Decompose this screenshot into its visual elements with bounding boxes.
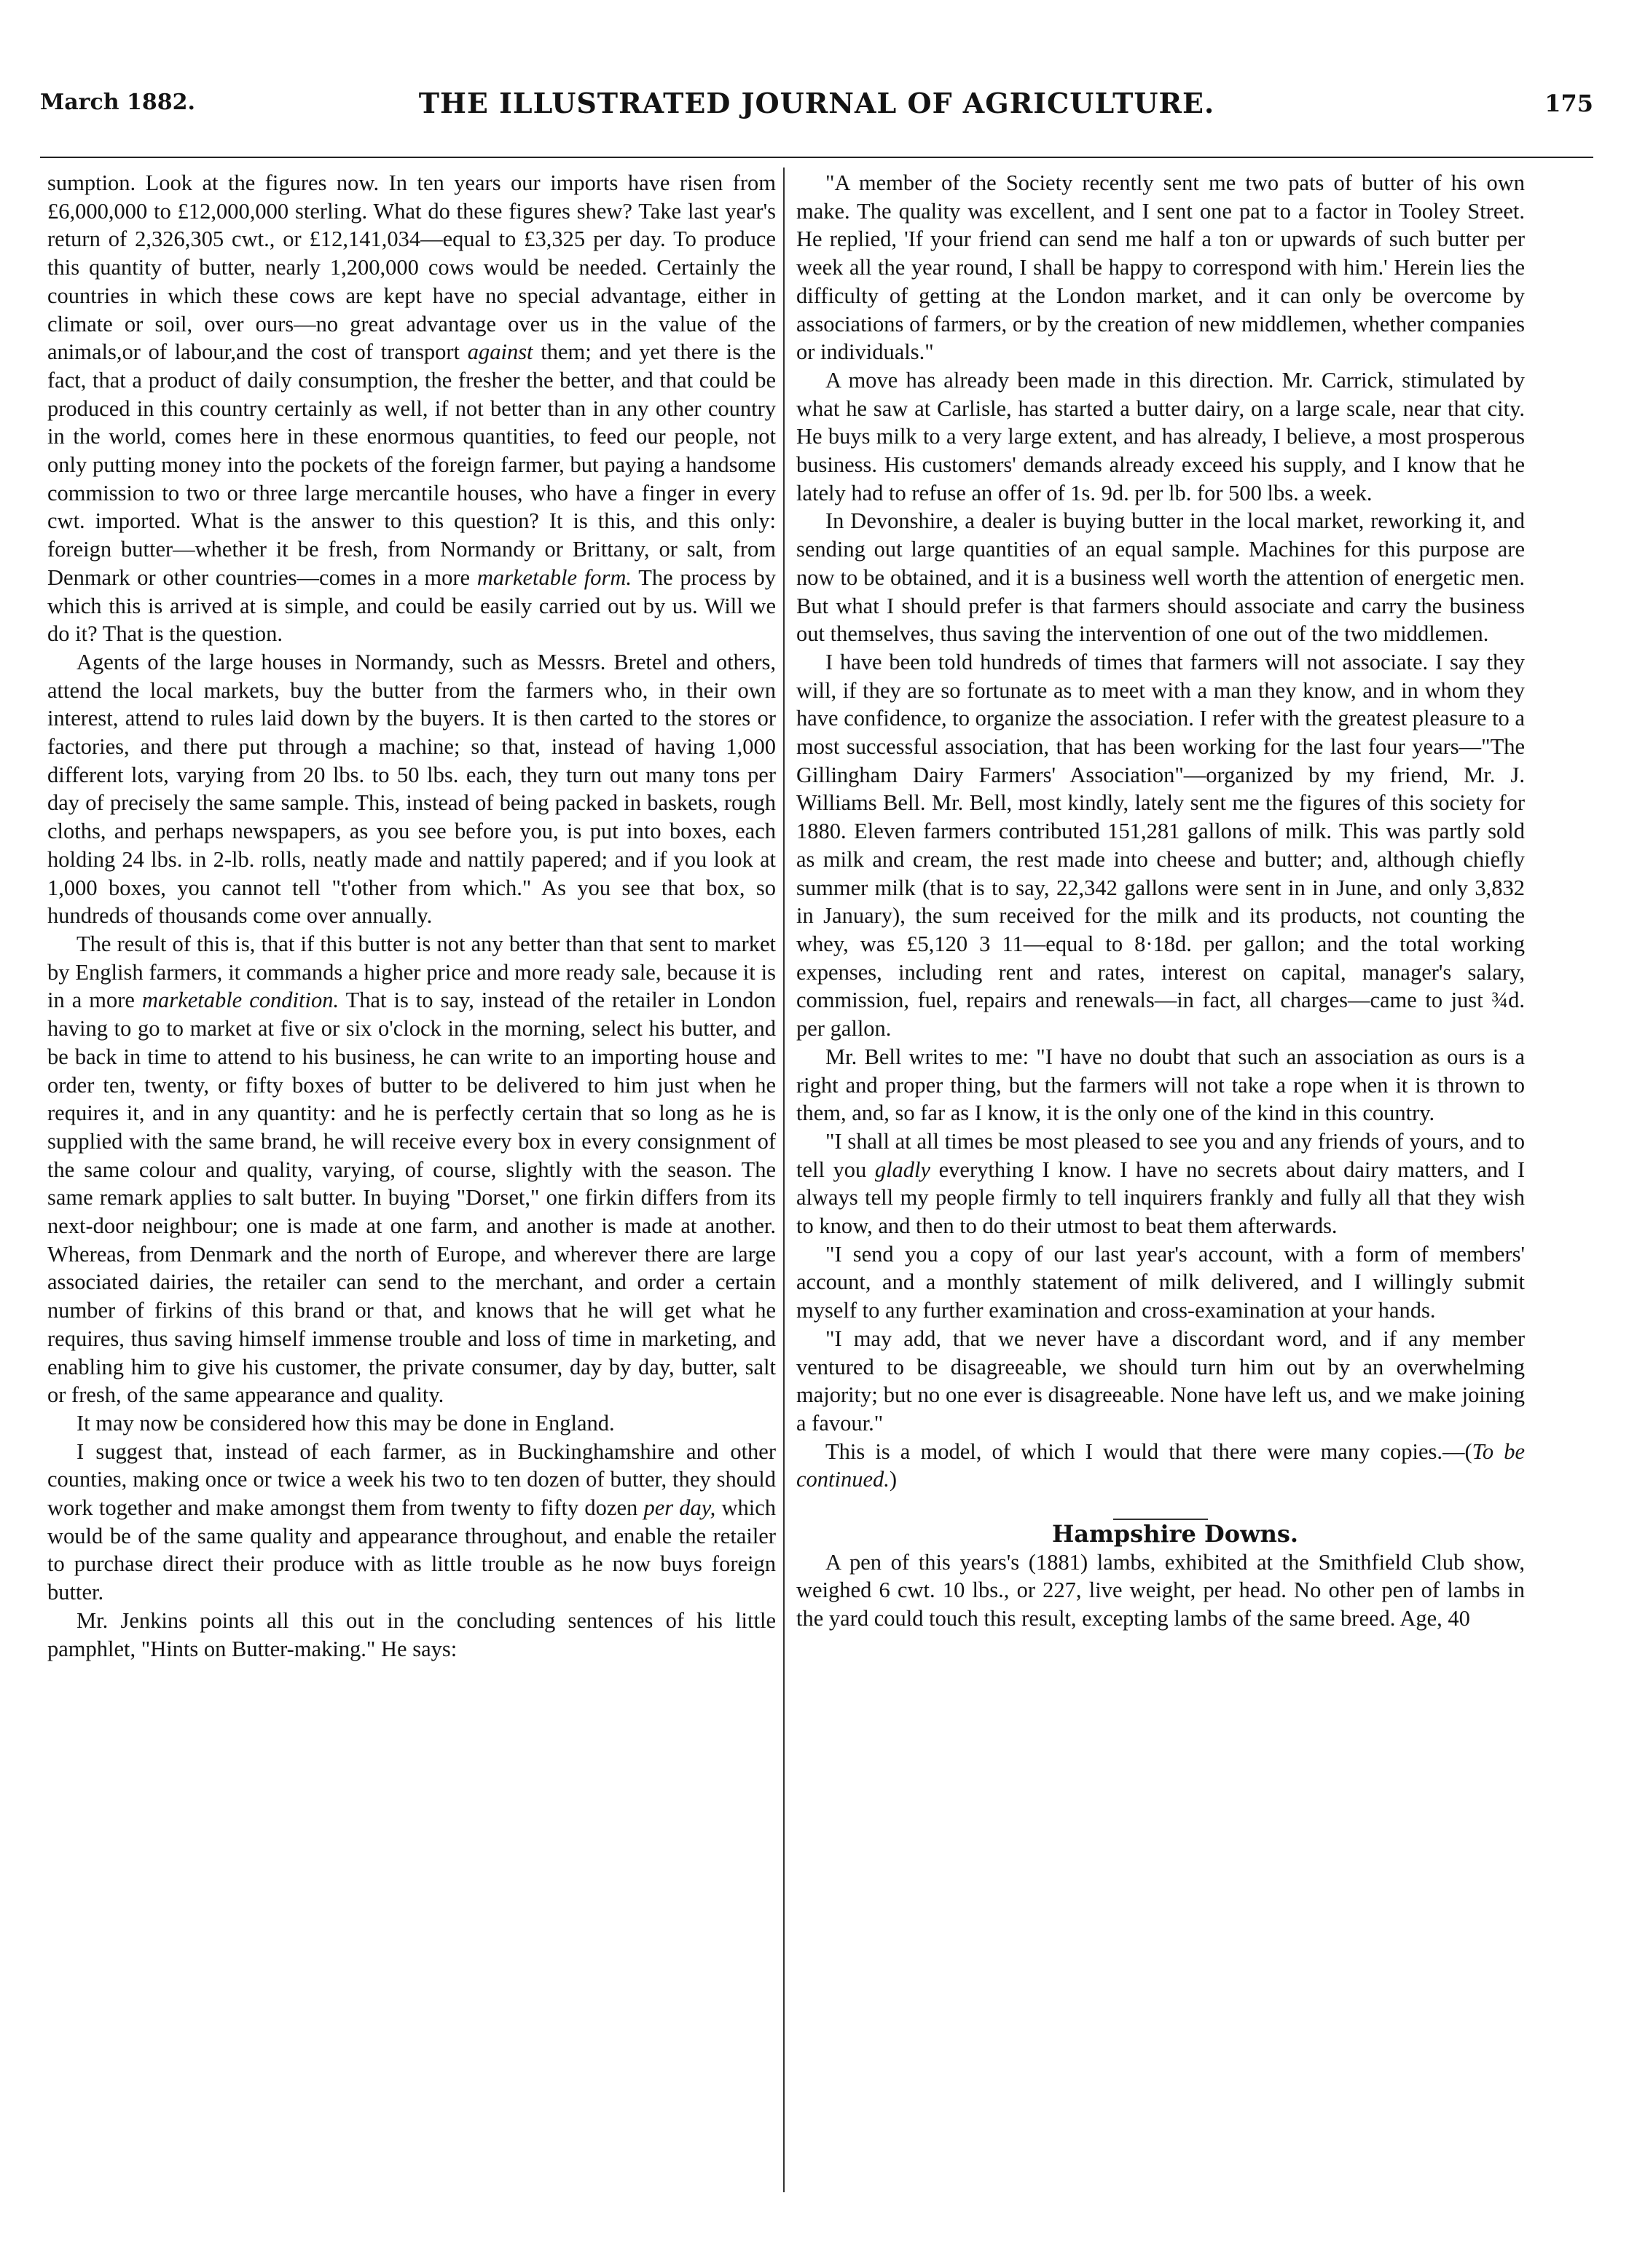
left-column — [47, 169, 776, 2208]
paragraph: This is a model, of which I would that there were many copies.—(To be continued.) — [796, 1438, 1525, 1492]
header-date: March 1882. — [40, 90, 195, 115]
paragraph: It may now be considered how this may be done in England. — [76, 1410, 615, 1436]
page-number: 175 — [1544, 90, 1593, 117]
running-header — [40, 76, 1593, 120]
paragraph: "I may add, that we never have a discordant word, and if any member ventured to be disagreeable, we should turn him out by an overwhelming majority; but no one ever is disagreeable. None have left us, and we make joining a favour." — [796, 1326, 1525, 1436]
paragraph: Mr. Bell writes to me: "I have no doubt that such an association as ours is a right and proper thing, but the farmers will not take a rope when it is thrown to them, and, so far as I know, it is the only one of the kind in this country. — [796, 1044, 1525, 1126]
paragraph: "I shall at all times be most pleased to see you and any friends of yours, and to tell you gladly everything I know. I have no secrets about dairy matters, and I always tell my people firmly to tell inquirers frankly and fully all that they wish to know, and then to do their utmost to beat them afterwards. — [796, 1128, 1525, 1239]
header-rule — [40, 157, 1593, 158]
paragraph: In Devonshire, a dealer is buying butter in the local market, reworking it, and sending out large quantities of an equal sample. Machines for this purpose are now to be obtained, and it is a business well worth the attention of energetic men. But what I should prefer is that farmers should associate and carry the business out themselves, thus saving the intervention of one out of the two middlemen. — [796, 508, 1525, 647]
paragraph: A pen of this years's (1881) lambs, exhibited at the Smithfield Club show, weighed 6 cwt. 10 lbs., or 227, live weight, per head. No other pen of lambs in the yard could touch this result, excepting lambs of the same breed. Age, 40 — [796, 1549, 1525, 1631]
paragraph: Mr. Jenkins points all this out in the concluding sentences of his little pamphlet, "Hints on Butter-making." He says: — [47, 1607, 776, 1661]
paragraph: A move has already been made in this direction. Mr. Carrick, stimulated by what he saw at Carlisle, has started a butter dairy, on a large scale, near that city. He buys milk to a very large extent, and has already, I believe, a most prosperous business. His customers' demands already exceed his supply, and I know that he lately had to refuse an offer of 1s. 9d. per lb. for 500 lbs. a week. — [796, 367, 1525, 505]
right-column — [796, 169, 1525, 2208]
section-heading: Hampshire Downs. — [1051, 1520, 1299, 1548]
paragraph: sumption. Look at the figures now. In ten years our imports have risen from £6,000,000 to £12,000,000 sterling. What do these figures shew? Take last year's return of 2,326,305 cwt., or £12,141,034—equal to £3,325 per day. To produce this quantity of butter, nearly 1,200,000 cows would be needed. Certainly the countries in which these cows are kept have no special advantage, either in climate or soil, over ours—no great advantage over us in the value of the animals,or of labour,and the cost of transport against them; and yet there is the fact, that a product of daily consumption, the fresher the better, and that could be produced in this country certainly as well, if not better than in any other country in the world, comes here in these enormous quantities, to feed our people, not only putting money into the pockets of the foreign farmer, but paying a handsome commission to two or three large mercantile houses, who have a finger in every cwt. imported. What is the answer to this question? It is this, and this only: foreign butter—whether it be fresh, from Normandy or Brittany, or salt, from Denmark or other countries—comes in a more marketable form. The process by which this is arrived at is simple, and could be easily carried out by us. Will we do it? That is the question. — [47, 170, 776, 647]
paragraph: I suggest that, instead of each farmer, as in Buckinghamshire and other counties, making once or twice a week his two to ten dozen of butter, they should work together and make amongst them from twenty to fifty dozen per day, which would be of the same quality and appearance throughout, and enable the retailer to purchase direct their produce with as little trouble as he now buys foreign butter. — [47, 1438, 776, 1605]
paragraph: The result of this is, that if this butter is not any better than that sent to market by English farmers, it commands a higher price and more ready sale, because it is in a more marketable condition. That is to say, instead of the retailer in London having to go to market at five or six o'clock in the morning, select his butter, and be back in time to attend to his business, he can write to an importing house and order ten, twenty, or fifty boxes of butter to be delivered to him just when he requires it, and in any quantity: and he is perfectly certain that so long as he is supplied with the same brand, he will receive every box in every consignment of the same colour and quality, varying, of course, slightly with the season. The same remark applies to salt butter. In buying "Dorset," one firkin differs from its next-door neighbour; one is made at one farm, and another is made at another. Whereas, from Denmark and the north of Europe, and wherever there are large associated dairies, the retailer can send to the merchant, and order a certain number of firkins of this brand or that, and knows that he will get what he requires, thus saving himself immense trouble and loss of time in marketing, and enabling him to give his customer, the private consumer, day by day, butter, salt or fresh, of the same appearance and quality. — [47, 931, 776, 1408]
paragraph: I have been told hundreds of times that farmers will not associate. I say they will, if they are so fortunate as to meet with a man they know, and in whom they have confidence, to organize the association. I refer with the greatest pleasure to a most successful association, that has been working for the last four years—"The Gillingham Dairy Farmers' Association"—organized by my friend, Mr. J. Williams Bell. Mr. Bell, most kindly, lately sent me the figures of this society for 1880. Eleven farmers contributed 151,281 gallons of milk. This was partly sold as milk and cream, the rest made into cheese and butter; and, although chiefly summer milk (that is to say, 22,342 gallons were sent in in June, and only 3,832 in January), the sum received for the milk and its products, not counting the whey, was £5,120 3 11—equal to 8·18d. per gallon; and the total working expenses, including rent and rates, interest on capital, manager's salary, commission, fuel, repairs and renewals—in fact, all charges—came to just ¾d. per gallon. — [796, 649, 1525, 1042]
paragraph: "A member of the Society recently sent me two pats of butter of his own make. The quality was excellent, and I sent one pat to a factor in Tooley Street. He replied, 'If your friend can send me half a ton or upwards of such butter per week all the year round, I shall be happy to correspond with him.' Herein lies the difficulty of getting at the London market, and it can only be overcome by associations of farmers, or by the creation of new middlemen, whether companies or individuals." — [796, 170, 1525, 365]
column-divider — [783, 168, 785, 2192]
paragraph: "I send you a copy of our last year's account, with a form of members' account, and a monthly statement of milk delivered, and I willingly submit myself to any further examination and cross-examination at your hands. — [796, 1241, 1525, 1323]
paragraph: Agents of the large houses in Normandy, such as Messrs. Bretel and others, attend the local markets, buy the butter from the farmers who, in their own interest, attend to rules laid down by the buyers. It is then carted to the stores or factories, and there put through a machine; so that, instead of having 1,000 different lots, varying from 20 lbs. to 50 lbs. each, they turn out many tons per day of precisely the same sample. This, instead of being packed in baskets, rough cloths, and perhaps newspapers, as you see before you, is put into boxes, each holding 24 lbs. in 2-lb. rolls, neatly made and nattily papered; and if you look at 1,000 boxes, you cannot tell "t'other from which." As you see that box, so hundreds of thousands come over annually. — [47, 649, 776, 929]
journal-title: THE ILLUSTRATED JOURNAL OF AGRICULTURE. — [418, 87, 1215, 119]
